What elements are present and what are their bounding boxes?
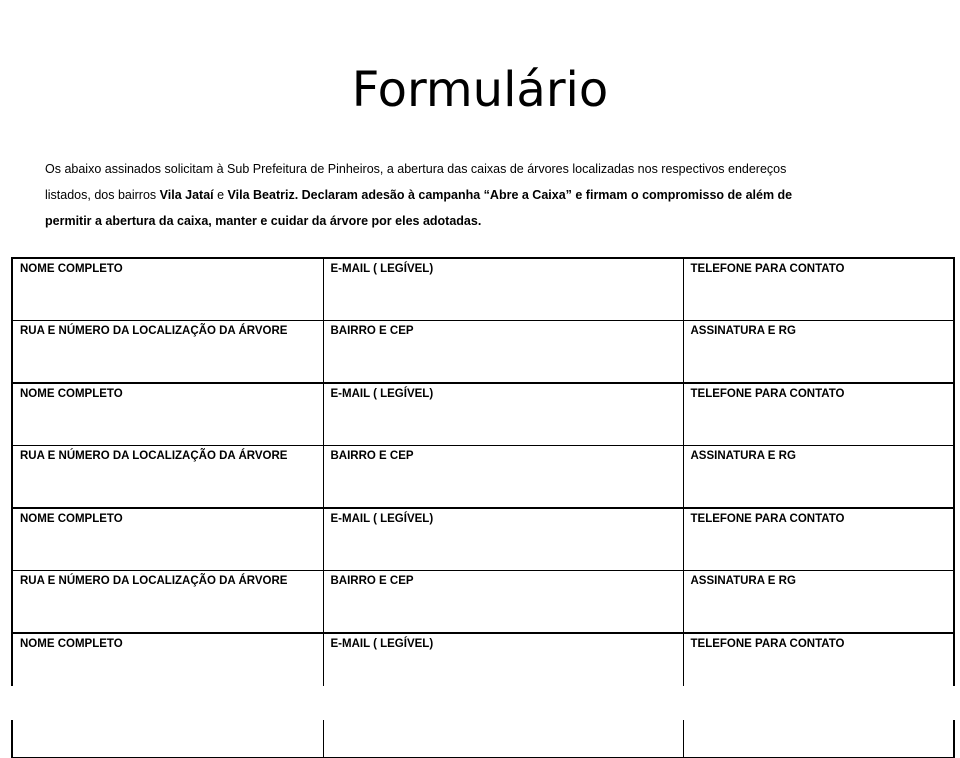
district-cep-field[interactable]: BAIRRO E CEP bbox=[323, 321, 683, 384]
district-cep-field[interactable]: BAIRRO E CEP bbox=[323, 446, 683, 509]
form-entry-3-row-location bbox=[12, 571, 954, 634]
signature-rg-field[interactable]: ASSINATURA E RG bbox=[683, 446, 954, 509]
signature-rg-field[interactable]: ASSINATURA E RG bbox=[683, 571, 954, 634]
intro-paragraph bbox=[45, 156, 805, 234]
form-entry-1-row-personal bbox=[12, 258, 954, 321]
form-entry-1-row-location bbox=[12, 321, 954, 384]
intro-line-1: Os abaixo assinados solicitam à Sub Prefeitura de Pinheiros, a abertura das caixas de árvores localizadas nos respectivos endereços bbox=[45, 162, 787, 176]
form-entry-2-row-location bbox=[12, 446, 954, 509]
address-field[interactable]: RUA E NÚMERO DA LOCALIZAÇÃO DA ÁRVORE bbox=[12, 571, 323, 634]
phone-field[interactable]: TELEFONE PARA CONTATO bbox=[683, 258, 954, 321]
district-cep-field[interactable]: BAIRRO E CEP bbox=[323, 571, 683, 634]
intro-line-2-mid: e bbox=[213, 188, 228, 202]
name-field[interactable]: NOME COMPLETO bbox=[12, 258, 323, 321]
intro-line-2-prefix: listados, dos bairros bbox=[45, 188, 160, 202]
name-field[interactable]: NOME COMPLETO bbox=[12, 633, 323, 696]
email-field[interactable]: E-MAIL ( LEGÍVEL) bbox=[323, 633, 683, 696]
district-vila-jatai: Vila Jataí bbox=[159, 188, 214, 202]
signature-rg-field[interactable]: ASSINATURA E RG bbox=[683, 321, 954, 384]
intro-line-2-bold: Vila Beatriz. Declaram adesão à campanha “Abre a Caixa” e firmam o compromisso de além de bbox=[227, 188, 793, 202]
address-field[interactable]: RUA E NÚMERO DA LOCALIZAÇÃO DA ÁRVORE bbox=[12, 446, 323, 509]
email-field[interactable]: E-MAIL ( LEGÍVEL) bbox=[323, 258, 683, 321]
phone-field[interactable]: TELEFONE PARA CONTATO bbox=[683, 383, 954, 446]
page-bottom-margin bbox=[0, 686, 960, 720]
form-entry-3-row-personal bbox=[12, 508, 954, 571]
intro-line-3 bbox=[45, 208, 805, 234]
page-title: Formulário bbox=[351, 62, 609, 118]
intro-line-3-bold: permitir a abertura da caixa, manter e cuidar da árvore por eles adotadas. bbox=[45, 214, 482, 228]
email-field[interactable]: E-MAIL ( LEGÍVEL) bbox=[323, 383, 683, 446]
form-entry-2-row-personal bbox=[12, 383, 954, 446]
phone-field[interactable]: TELEFONE PARA CONTATO bbox=[683, 508, 954, 571]
address-field[interactable]: RUA E NÚMERO DA LOCALIZAÇÃO DA ÁRVORE bbox=[12, 321, 323, 384]
intro-line-2 bbox=[45, 182, 805, 208]
phone-field[interactable]: TELEFONE PARA CONTATO bbox=[683, 633, 954, 696]
email-field[interactable]: E-MAIL ( LEGÍVEL) bbox=[323, 508, 683, 571]
name-field[interactable]: NOME COMPLETO bbox=[12, 383, 323, 446]
signature-form-table bbox=[11, 257, 955, 758]
name-field[interactable]: NOME COMPLETO bbox=[12, 508, 323, 571]
